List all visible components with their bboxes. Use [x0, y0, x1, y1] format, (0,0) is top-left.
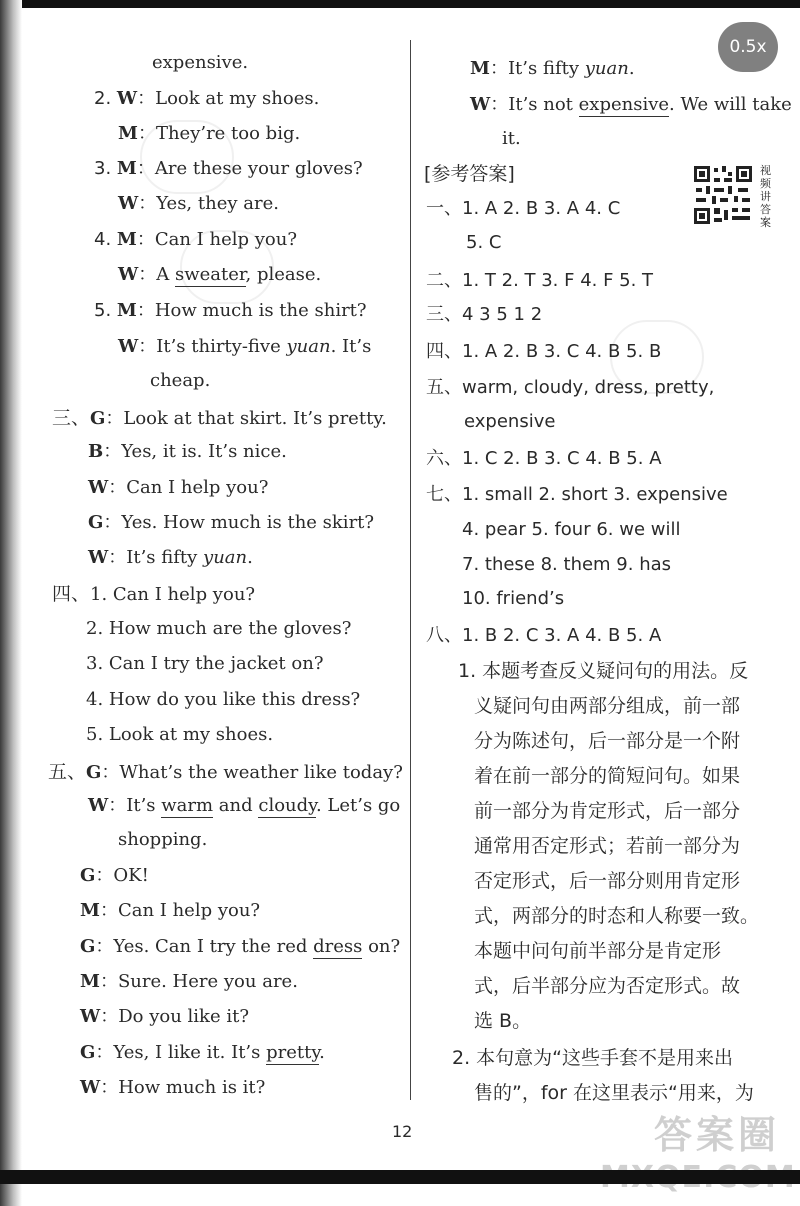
page-number: 12	[392, 1122, 413, 1141]
dialogue-line: W：It’s warm and cloudy. Let’s go	[88, 795, 401, 816]
answer-line: 四、1. A 2. B 3. C 4. B 5. B	[426, 341, 662, 362]
page-edge-shadow	[0, 0, 22, 1206]
explanation-line: 选 B。	[474, 1010, 532, 1032]
dialogue-line: W：How much is it?	[80, 1077, 266, 1098]
playback-speed-badge[interactable]: 0.5x	[718, 22, 778, 72]
dialogue-line: M：It’s fifty yuan.	[470, 58, 635, 79]
answer-line: 六、1. C 2. B 3. C 4. B 5. A	[426, 448, 662, 469]
answer-line: 4. How do you like this dress?	[86, 689, 361, 710]
explanation-line: 式，后半部分应为否定形式。故	[474, 975, 741, 997]
column-divider	[410, 40, 411, 1100]
dialogue-line: G：Yes. Can I try the red dress on?	[80, 936, 401, 957]
qr-code-icon[interactable]	[692, 164, 754, 226]
dialogue-line: G：Yes, I like it. It’s pretty.	[80, 1042, 325, 1063]
explanation-line: 1. 本题考查反义疑问句的用法。反	[458, 660, 749, 682]
explanation-line: 通常用否定形式；若前一部分为	[474, 835, 741, 857]
dialogue-line: B：Yes, it is. It’s nice.	[88, 441, 287, 462]
explanation-line: 本题中问句前半部分是肯定形	[474, 940, 722, 962]
answer-line: 八、1. B 2. C 3. A 4. B 5. A	[426, 625, 662, 646]
qr-code-label: 视频讲答案	[760, 164, 778, 229]
answer-line: expensive	[464, 411, 556, 432]
explanation-line: 式，两部分的时态和人称要一致。	[474, 905, 760, 927]
explanation-line: 分为陈述句，后一部分是一个附	[474, 730, 741, 752]
answer-line: 4. pear 5. four 6. we will	[462, 519, 681, 540]
watermark-logo-text: 答案圈	[653, 1113, 780, 1157]
text-line: shopping.	[118, 829, 208, 850]
dialogue-line: W：It’s fifty yuan.	[88, 547, 253, 568]
explanation-line: 义疑问句由两部分组成，前一部	[474, 695, 741, 717]
bottom-border	[0, 1170, 800, 1184]
dialogue-line: W：Can I help you?	[88, 477, 269, 498]
answer-line: 3. Can I try the jacket on?	[86, 653, 324, 674]
text-line: expensive.	[152, 52, 249, 73]
dialogue-line: W：Do you like it?	[80, 1006, 249, 1027]
dialogue-line: 五、G：What’s the weather like today?	[48, 761, 403, 783]
explanation-line: 前一部分为肯定形式，后一部分	[474, 800, 741, 822]
answer-line: 七、1. small 2. short 3. expensive	[426, 484, 728, 505]
dialogue-line: 5. M：How much is the shirt?	[94, 300, 367, 321]
dialogue-line: M：They’re too big.	[118, 123, 301, 144]
text-line: it.	[502, 128, 521, 149]
explanation-line: 着在前一部分的简短问句。如果	[474, 765, 741, 787]
dialogue-line: 3. M：Are these your gloves?	[94, 158, 363, 179]
answer-line: 二、1. T 2. T 3. F 4. F 5. T	[426, 270, 654, 291]
dialogue-line: M：Can I help you?	[80, 900, 261, 921]
dialogue-line: 三、G：Look at that skirt. It’s pretty.	[52, 407, 387, 429]
answer-line: 四、1. Can I help you?	[52, 583, 256, 605]
dialogue-line: W：Yes, they are.	[118, 193, 279, 214]
explanation-line: 否定形式，后一部分则用肯定形	[474, 870, 741, 892]
answer-line: 2. How much are the gloves?	[86, 618, 352, 639]
dialogue-line: G：Yes. How much is the skirt?	[88, 512, 375, 533]
dialogue-line: W：It’s thirty-five yuan. It’s	[118, 336, 372, 357]
answer-line: 10. friend’s	[462, 588, 565, 609]
dialogue-line: M：Sure. Here you are.	[80, 971, 298, 992]
dialogue-line: 4. M：Can I help you?	[94, 229, 298, 250]
answer-line: 7. these 8. them 9. has	[462, 554, 672, 575]
answer-line: 五、warm, cloudy, dress, pretty,	[426, 377, 715, 398]
text-line: cheap.	[150, 370, 211, 391]
reference-answer-heading: [参考答案]	[424, 163, 515, 185]
explanation-line: 售的”，for 在这里表示“用来，为	[474, 1082, 754, 1104]
answer-line: 一、1. A 2. B 3. A 4. C	[426, 198, 621, 219]
answer-line: 三、4 3 5 1 2	[426, 304, 543, 325]
answer-line: 5. Look at my shoes.	[86, 724, 274, 745]
answer-line: 5. C	[466, 232, 502, 253]
dialogue-line: W：It’s not expensive. We will take	[470, 94, 792, 115]
dialogue-line: G：OK!	[80, 865, 149, 886]
explanation-line: 2. 本句意为“这些手套不是用来出	[452, 1047, 734, 1069]
top-border	[0, 0, 800, 8]
dialogue-line: 2. W：Look at my shoes.	[94, 88, 320, 109]
dialogue-line: W：A sweater, please.	[118, 264, 322, 285]
